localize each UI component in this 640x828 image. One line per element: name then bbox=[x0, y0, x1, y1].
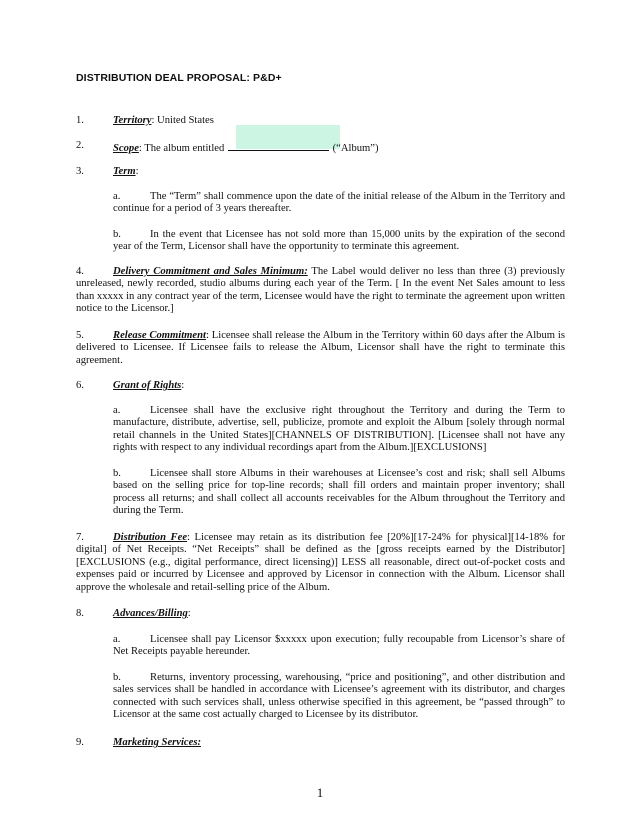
term-paragraph-b bbox=[113, 229, 565, 254]
grant-a-label: a. bbox=[113, 405, 121, 416]
page-number: 1 bbox=[316, 785, 324, 800]
term-a-text: The “Term” shall commence upon the date of the initial release of the Album in the Territory and continue for a period of 3 years thereafter. bbox=[113, 191, 565, 215]
section-9-heading bbox=[113, 737, 201, 748]
section-7-paragraph bbox=[76, 532, 565, 594]
advances-a-label: a. bbox=[113, 634, 121, 645]
territory-label: Territory bbox=[113, 115, 152, 126]
distribution-fee-text: : Licensee may retain as its distribution fee [20%][17-24% for physical][14-18% for digital] of Net Receipts. “Net Receipts” shall be defined as the [gross receipts earned by the Distributor][EXCLUSIONS (e.g., digital performance, direct licensing)] LESS all reasonable, direct out-of-pocket costs and expenses paid or incurred by Licensee and approved by Licensor in connection with the Album. Licensor shall approve the wholesale and retail-selling price of the Album. bbox=[76, 532, 565, 593]
advances-b-text: Returns, inventory processing, warehousing, “price and positioning”, and other distribution and sales services shall be handled in accordance with Licensee’s agreement with its distributor, and charges connected with such services shall, unless otherwise specified in this agreement, be “passed through” to Licensor at the same cost actually charged to Licensee by its distributor. bbox=[113, 672, 565, 721]
advances-b-label: b. bbox=[113, 672, 121, 683]
term-label: Term bbox=[113, 166, 136, 177]
section-3-heading bbox=[113, 166, 139, 177]
term-b-text: In the event that Licensee has not sold more than 15,000 units by the expiration of the second year of the Term, Licensor shall have the opportunity to terminate this agreement. bbox=[113, 229, 565, 253]
document-title: DISTRIBUTION DEAL PROPOSAL: P&D+ bbox=[76, 72, 282, 84]
section-1-heading bbox=[113, 115, 214, 126]
grant-paragraph-b bbox=[113, 468, 565, 518]
delivery-commitment-text: The Label would deliver no less than three (3) previously unreleased, newly recorded, studio albums during each year of the Term. [ In the event Net Sales amount to less than xxxxx in any contract year of the term, Licensee would have the right to terminate the agreement upon written notice to the Licensor.] bbox=[76, 266, 566, 315]
term-colon: : bbox=[135, 166, 139, 177]
section-6-heading bbox=[113, 380, 184, 391]
distribution-fee-label: Distribution Fee bbox=[113, 532, 188, 543]
grant-a-text: Licensee shall have the exclusive right throughout the Territory and during the Term to manufacture, distribute, advertise, sell, publicize, promote and exploit the Album [solely through normal retail channels in the United States][CHANNELS OF DISTRIBUTION]. [Licensee shall not have any rights with respect to any individual recordings apart from the Album.][EXCLUSIONS] bbox=[113, 405, 565, 454]
section-2-heading bbox=[113, 140, 379, 154]
territory-value: : United States bbox=[151, 115, 214, 126]
section-5-number: 5. bbox=[76, 330, 84, 341]
scope-label: Scope bbox=[113, 143, 139, 154]
term-paragraph-a bbox=[113, 191, 565, 216]
section-1-number: 1. bbox=[76, 115, 84, 126]
section-4-paragraph bbox=[76, 266, 565, 316]
section-9-number: 9. bbox=[76, 737, 84, 748]
marketing-services-label: Marketing Services: bbox=[113, 737, 201, 748]
section-2-number: 2. bbox=[76, 140, 84, 151]
term-a-label: a. bbox=[113, 191, 121, 202]
advances-paragraph-b bbox=[113, 672, 565, 722]
section-6-number: 6. bbox=[76, 380, 84, 391]
term-b-label: b. bbox=[113, 229, 121, 240]
release-commitment-text: : Licensee shall release the Album in the Territory within 60 days after the Album is delivered to Licensee. If Licensee fails to release the Album, Licensor shall have the right to terminate this agreement. bbox=[76, 330, 565, 366]
release-commitment-label: Release Commitment bbox=[113, 330, 206, 341]
section-8-number: 8. bbox=[76, 608, 84, 619]
scope-album-suffix: (“Album”) bbox=[329, 143, 379, 154]
grant-of-rights-label: Grant of Rights bbox=[113, 380, 182, 391]
grant-of-rights-colon: : bbox=[181, 380, 185, 391]
section-8-heading bbox=[113, 608, 191, 619]
section-5-paragraph bbox=[76, 330, 565, 367]
advances-billing-colon: : bbox=[187, 608, 191, 619]
album-title-blank bbox=[228, 140, 329, 151]
grant-paragraph-a bbox=[113, 405, 565, 455]
delivery-commitment-label: Delivery Commitment and Sales Minimum: bbox=[113, 266, 308, 277]
scope-text: : The album entitled bbox=[138, 143, 225, 154]
advances-paragraph-a bbox=[113, 634, 565, 659]
section-7-number: 7. bbox=[76, 532, 84, 543]
advances-a-text: Licensee shall pay Licensor $xxxxx upon execution; fully recoupable from Licensor’s share of Net Receipts payable hereunder. bbox=[113, 634, 565, 658]
section-3-number: 3. bbox=[76, 166, 84, 177]
grant-b-label: b. bbox=[113, 468, 121, 479]
advances-billing-label: Advances/Billing bbox=[113, 608, 188, 619]
grant-b-text: Licensee shall store Albums in their warehouses at Licensee’s cost and risk; shall sell Albums based on the selling price for top-line records; shall fill orders and maintain proper inventory; shall process all returns; and shall collect all accounts receivables for the Album throughout the Territory and during the Term. bbox=[113, 468, 565, 517]
section-4-number: 4. bbox=[76, 266, 84, 277]
